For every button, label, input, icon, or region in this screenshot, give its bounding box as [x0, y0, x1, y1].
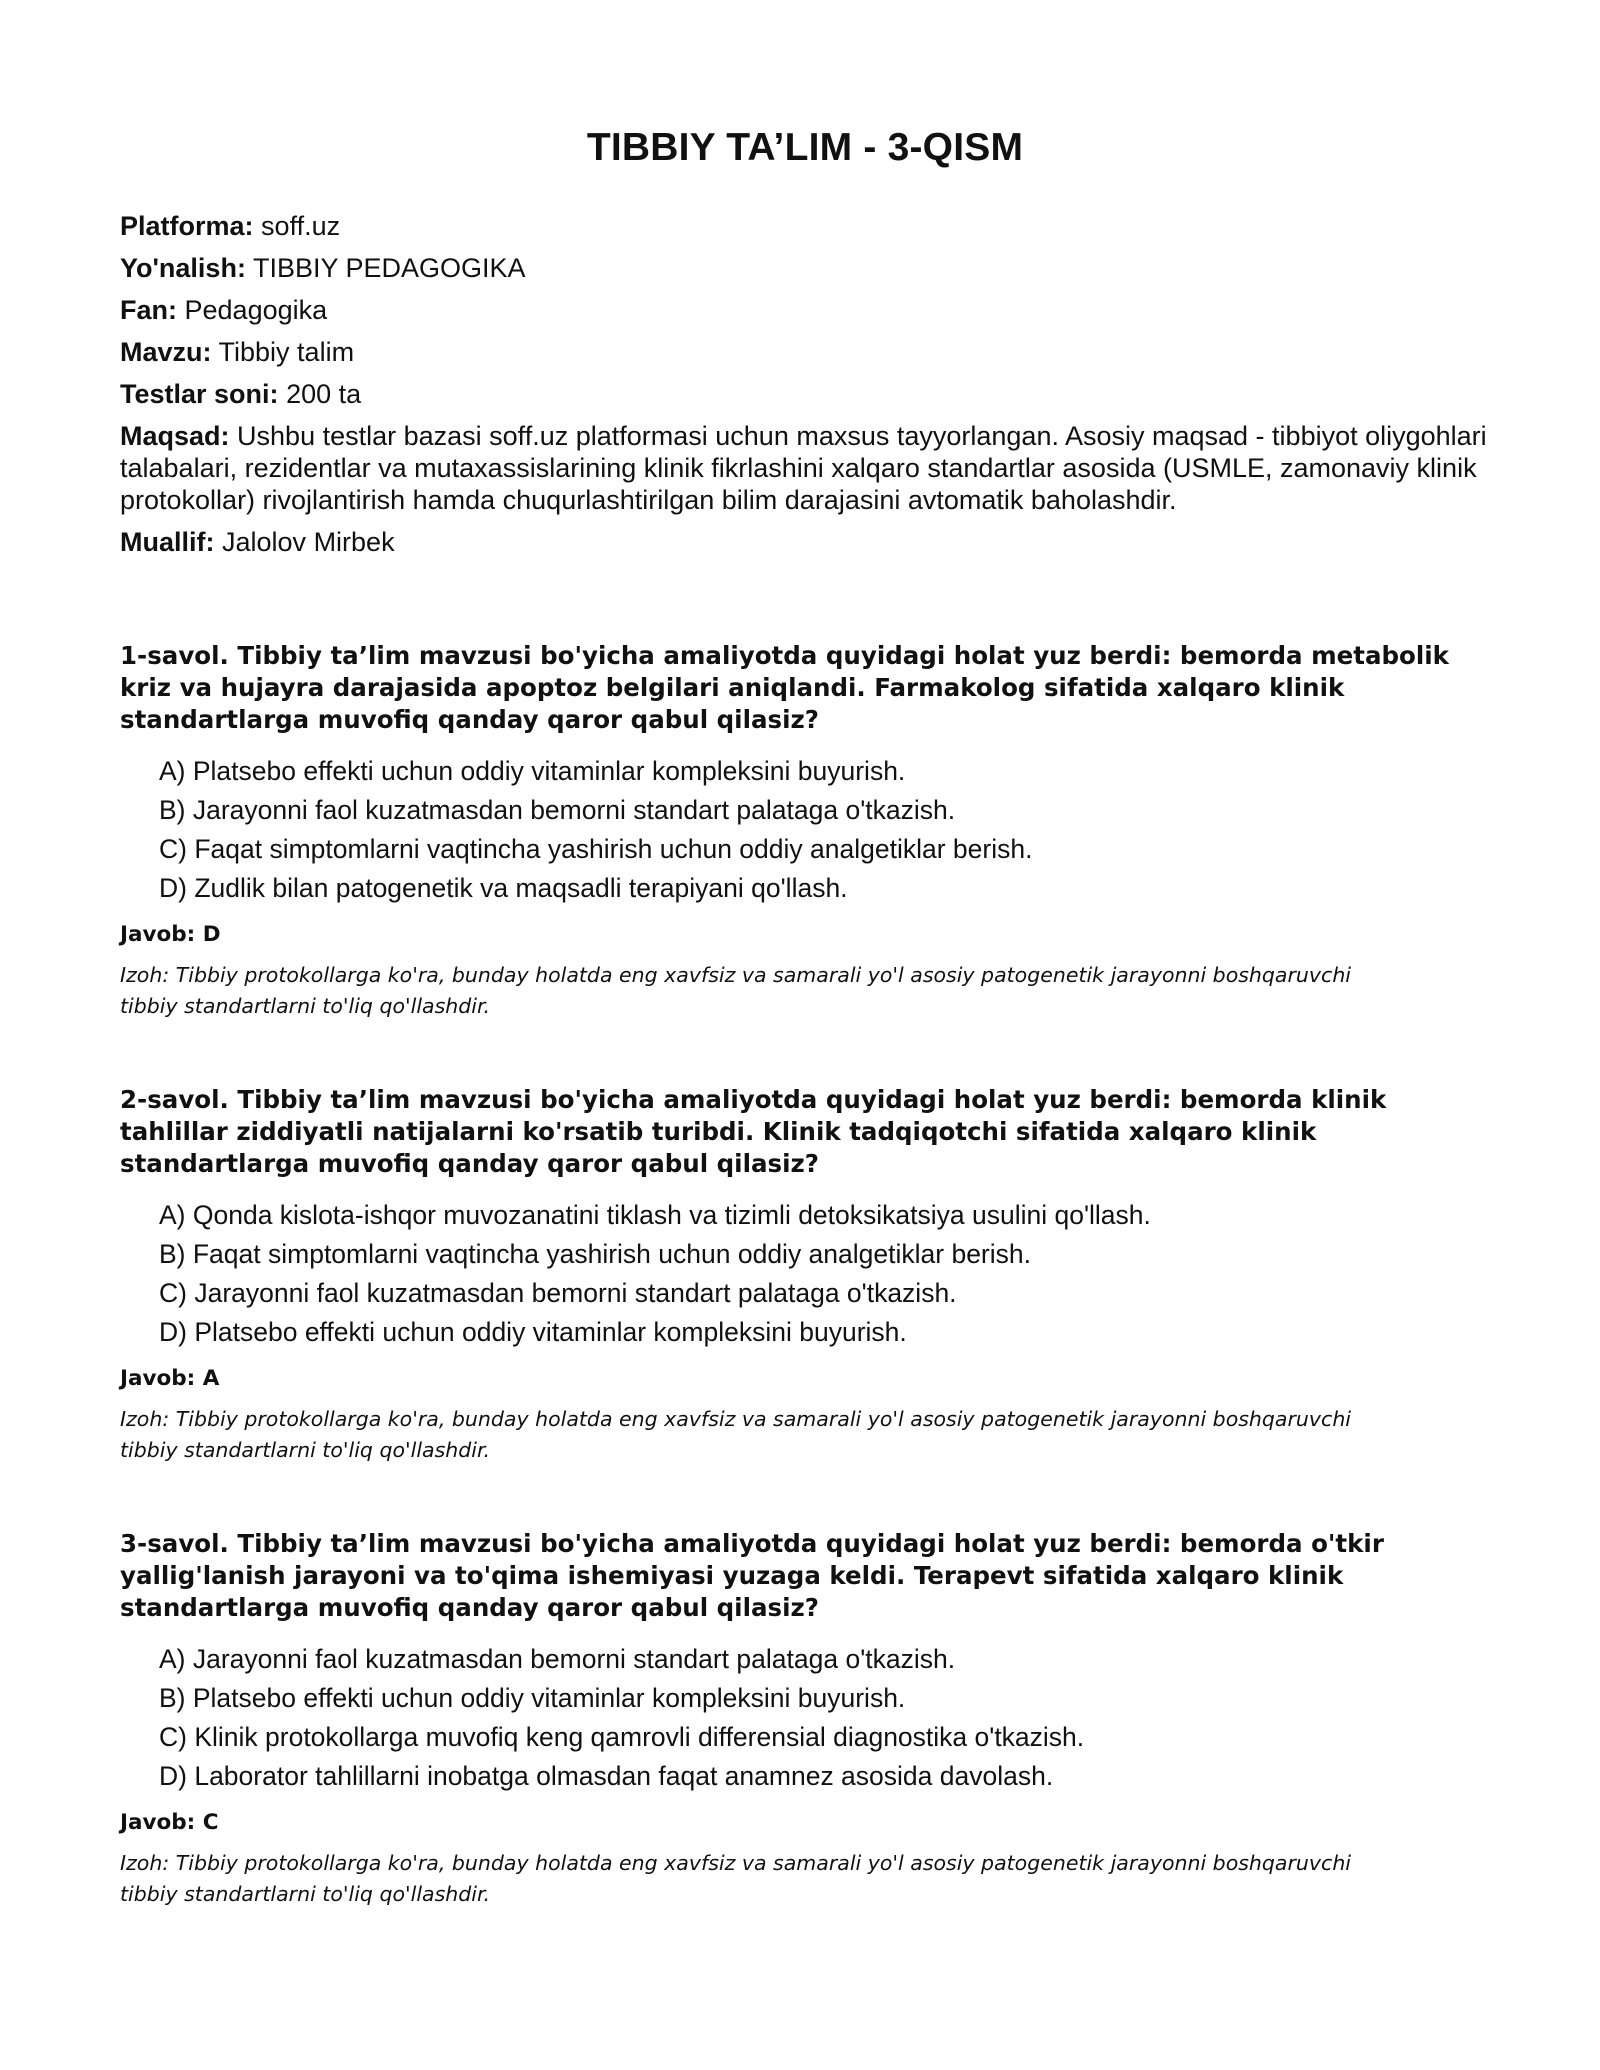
question-text: 3-savol. Tibbiy ta’lim mavzusi bo'yicha amaliyotda quyidagi holat yuz berdi: bemorda o'tkir yallig'lanish jarayoni va to'qima ishemiyasi yuzaga keldi. Terapevt sifatida xalqaro klinik standartlarga muvofiq qanday qaror qabul qilasiz? — [120, 1529, 1384, 1622]
meta-label: Yo'nalish: — [120, 253, 246, 283]
answer-options — [120, 1640, 1490, 1796]
meta-label: Mavzu: — [120, 337, 212, 367]
meta-label: Platforma: — [120, 211, 254, 241]
meta-value: Ushbu testlar bazasi soff.uz platformasi uchun maxsus tayyorlangan. Asosiy maqsad - tibbiyot oliygohlari talabalari, rezidentlar va mutaxassislarining klinik fikrlashini xalqaro standartlar asosida (USMLE, zamonaviy klinik protokollar) rivojlantirish hamda chuqurlashtirilgan bilim darajasini avtomatik baholashdir. — [120, 421, 1487, 515]
option-c: C) Jarayonni faol kuzatmasdan bemorni standart palataga o'tkazish. — [159, 1278, 957, 1308]
question-2 — [120, 1084, 1490, 1466]
option-a: A) Qonda kislota-ishqor muvozanatini tiklash va tizimli detoksikatsiya usulini qo'llash. — [159, 1200, 1151, 1230]
meta-value: Pedagogika — [184, 295, 328, 325]
option-d: D) Laborator tahlillarni inobatga olmasdan faqat anamnez asosida davolash. — [159, 1761, 1054, 1791]
answer-options — [120, 752, 1490, 908]
option-b: B) Platsebo effekti uchun oddiy vitaminlar kompleksini buyurish. — [159, 1683, 906, 1713]
question-list — [120, 640, 1490, 1910]
answer-explanation: Izoh: Tibbiy protokollarga ko'ra, bunday holatda eng xavfsiz va samarali yo'l asosiy patogenetik jarayonni boshqaruvchi tibbiy standartlarni to'liq qo'llashdir. — [120, 963, 1352, 1018]
meta-platforma — [120, 210, 1490, 242]
option-a: A) Platsebo effekti uchun oddiy vitaminlar kompleksini buyurish. — [159, 756, 906, 786]
document-metadata — [120, 210, 1490, 558]
option-c: C) Faqat simptomlarni vaqtincha yashirish uchun oddiy analgetiklar berish. — [159, 834, 1033, 864]
correct-answer: Javob: A — [120, 1366, 220, 1391]
option-b: B) Jarayonni faol kuzatmasdan bemorni standart palataga o'tkazish. — [159, 795, 956, 825]
meta-value: 200 ta — [286, 379, 362, 409]
question-text: 2-savol. Tibbiy ta’lim mavzusi bo'yicha amaliyotda quyidagi holat yuz berdi: bemorda klinik tahlillar ziddiyatli natijalarni ko'rsatib turibdi. Klinik tadqiqotchi sifatida xalqaro klinik standartlarga muvofiq qanday qaror qabul qilasiz? — [120, 1085, 1387, 1178]
meta-label: Muallif: — [120, 527, 215, 557]
meta-value: Jalolov Mirbek — [222, 527, 395, 557]
answer-options — [120, 1196, 1490, 1352]
meta-label: Testlar soni: — [120, 379, 279, 409]
answer-explanation: Izoh: Tibbiy protokollarga ko'ra, bunday holatda eng xavfsiz va samarali yo'l asosiy patogenetik jarayonni boshqaruvchi tibbiy standartlarni to'liq qo'llashdir. — [120, 1851, 1352, 1906]
meta-fan — [120, 294, 1490, 326]
meta-muallif — [120, 526, 1490, 558]
meta-label: Fan: — [120, 295, 177, 325]
meta-mavzu — [120, 336, 1490, 368]
option-a: A) Jarayonni faol kuzatmasdan bemorni standart palataga o'tkazish. — [159, 1644, 956, 1674]
option-b: B) Faqat simptomlarni vaqtincha yashirish uchun oddiy analgetiklar berish. — [159, 1239, 1031, 1269]
meta-value: soff.uz — [261, 211, 341, 241]
question-3 — [120, 1528, 1490, 1910]
answer-explanation: Izoh: Tibbiy protokollarga ko'ra, bunday holatda eng xavfsiz va samarali yo'l asosiy patogenetik jarayonni boshqaruvchi tibbiy standartlarni to'liq qo'llashdir. — [120, 1407, 1352, 1462]
correct-answer: Javob: C — [120, 1810, 219, 1835]
document-title: TIBBIY TA’LIM - 3-QISM — [586, 126, 1024, 169]
option-d: D) Platsebo effekti uchun oddiy vitaminlar kompleksini buyurish. — [159, 1317, 907, 1347]
meta-maqsad — [120, 420, 1490, 516]
meta-testlar-soni — [120, 378, 1490, 410]
question-text: 1-savol. Tibbiy ta’lim mavzusi bo'yicha amaliyotda quyidagi holat yuz berdi: bemorda metabolik kriz va hujayra darajasida apoptoz belgilari aniqlandi. Farmakolog sifatida xalqaro klinik standartlarga muvofiq qanday qaror qabul qilasiz? — [120, 641, 1449, 734]
meta-label: Maqsad: — [120, 421, 230, 451]
meta-value: TIBBIY PEDAGOGIKA — [252, 253, 526, 283]
meta-value: Tibbiy talim — [218, 337, 355, 367]
correct-answer: Javob: D — [120, 922, 221, 947]
meta-yonalish — [120, 252, 1490, 284]
question-1 — [120, 640, 1490, 1022]
option-c: C) Klinik protokollarga muvofiq keng qamrovli differensial diagnostika o'tkazish. — [159, 1722, 1085, 1752]
document-page — [120, 118, 1490, 1972]
option-d: D) Zudlik bilan patogenetik va maqsadli terapiyani qo'llash. — [159, 873, 848, 903]
